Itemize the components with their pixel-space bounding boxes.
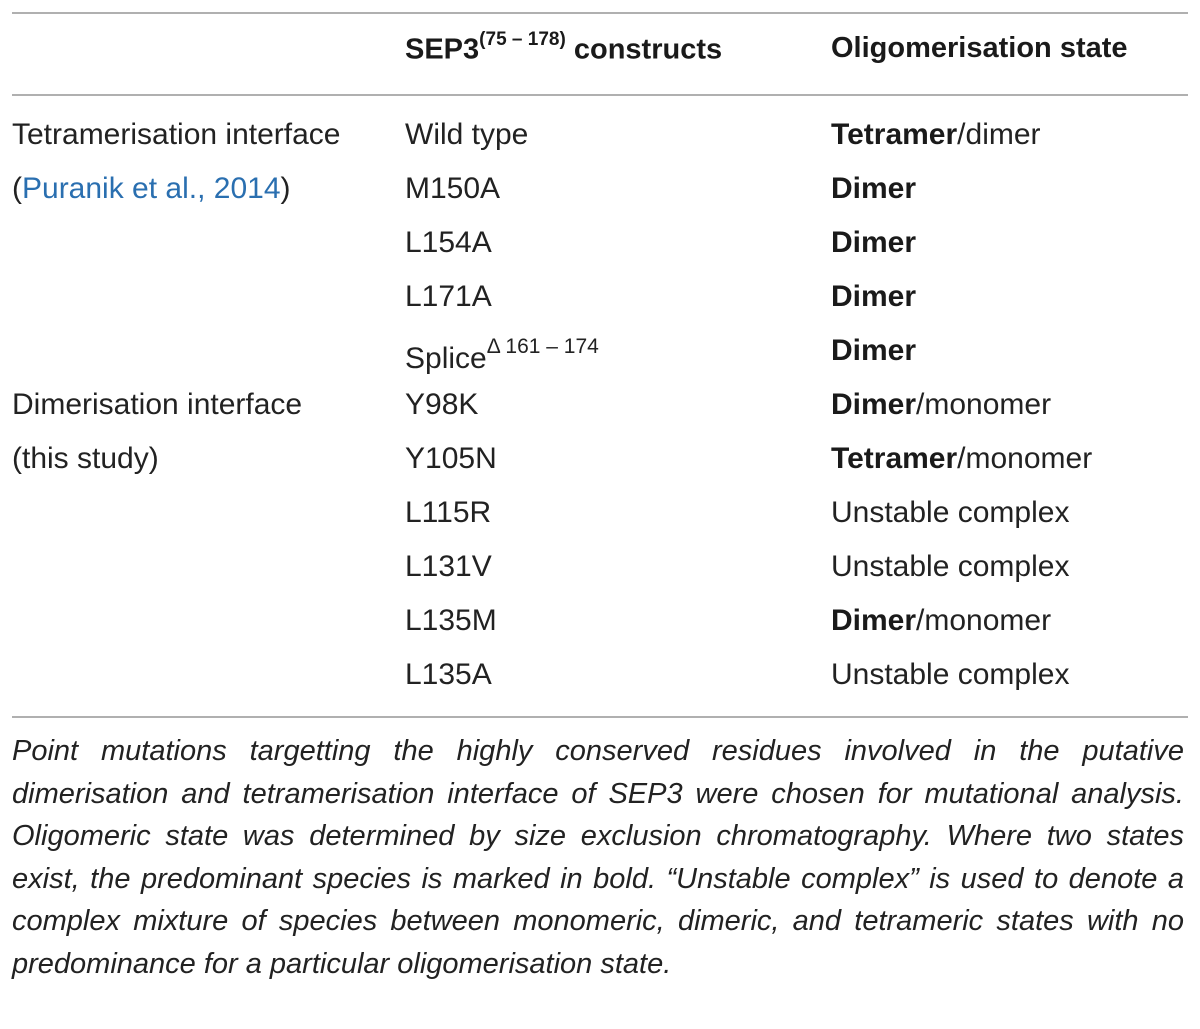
group-label-tetramerisation: Tetramerisation interface xyxy=(12,118,341,151)
citation-link[interactable]: Puranik et al., 2014 xyxy=(22,172,281,205)
state-cell: Unstable complex xyxy=(831,550,1070,583)
state-cell: Unstable complex xyxy=(831,496,1070,529)
construct-cell: L131V xyxy=(405,550,492,583)
table-bottom-rule xyxy=(12,716,1188,718)
state-cell: Unstable complex xyxy=(831,658,1070,691)
table-row xyxy=(0,486,1200,540)
construct-cell: Wild type xyxy=(405,118,529,151)
header-rule xyxy=(12,94,1188,96)
group-citation: (Puranik et al., 2014) xyxy=(12,172,291,205)
state-cell: Tetramer/dimer xyxy=(831,118,1041,151)
table-row xyxy=(0,648,1200,702)
state-cell: Dimer/monomer xyxy=(831,604,1052,637)
construct-cell: L154A xyxy=(405,226,492,259)
construct-cell: L171A xyxy=(405,280,492,313)
group-label-dimerisation: Dimerisation interface xyxy=(12,388,303,421)
state-cell: Tetramer/monomer xyxy=(831,442,1093,475)
table-row xyxy=(0,378,1200,432)
table-row xyxy=(0,540,1200,594)
table-top-rule xyxy=(12,12,1188,14)
column-header-constructs: SEP3$^{(75 - 178)}$ constructs xyxy=(405,29,723,66)
construct-cell: L135A xyxy=(405,658,492,691)
column-header-oligomerisation-state: Oligomerisation state xyxy=(831,32,1128,64)
table-row xyxy=(0,432,1200,486)
state-cell: Dimer xyxy=(831,172,917,205)
table-row xyxy=(0,108,1200,162)
group-note: (this study) xyxy=(12,442,159,475)
state-cell: Dimer xyxy=(831,226,917,259)
construct-cell: Splice$^{\Delta 161 - 174}$ xyxy=(405,335,599,375)
construct-cell: Y98K xyxy=(405,388,479,421)
table-row xyxy=(0,216,1200,270)
table-row xyxy=(0,270,1200,324)
construct-cell: Y105N xyxy=(405,442,497,475)
table-caption: Point mutations targetting the highly conserved residues involved in the putative dimerisation and tetramerisation interface of SEP3 were chosen for mutational analysis. Oligomeric state was determined by size exclusion chromatography. Where two states exist, the predominant species is marked in bold. “Unstable complex” is used to denote a complex mixture of species between monomeric, dimeric, and tetrameric states with no predominance for a particular oligomerisation state. xyxy=(12,735,1184,980)
construct-cell: M150A xyxy=(405,172,501,205)
state-cell: Dimer/monomer xyxy=(831,388,1052,421)
state-cell: Dimer xyxy=(831,334,917,367)
construct-cell: L115R xyxy=(405,496,492,529)
table-row xyxy=(0,594,1200,648)
table-row xyxy=(0,162,1200,216)
table-row xyxy=(0,324,1200,378)
state-cell: Dimer xyxy=(831,280,917,313)
construct-cell: L135M xyxy=(405,604,497,637)
